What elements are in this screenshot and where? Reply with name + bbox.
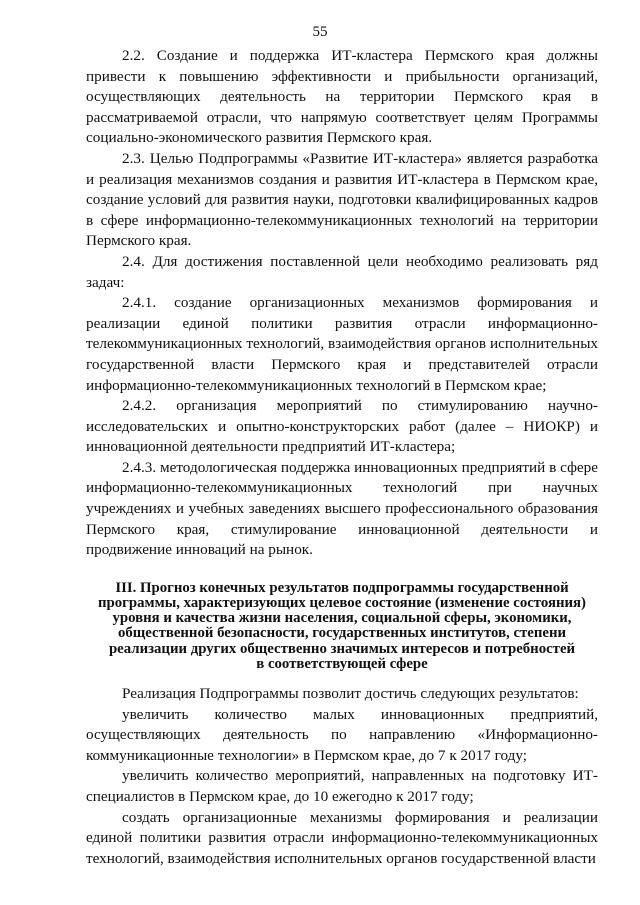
paragraph-result-1: увеличить количество малых инновационных предприятий, осуществляющих деятельность по направлению «Информационно-коммуникационные технологии» в Пермском крае, до 7 к 2017 году;	[86, 705, 598, 764]
paragraph-2-2: 2.2. Создание и поддержка ИТ-кластера Пермского края должны привести к повышению эффективности и прибыльности организаций, осуществляющих деятельность на территории Пермского края в рассматриваемой отрасли, что напрямую соответствует целям Программы социально-экономического развития Пермского края.	[86, 47, 598, 147]
heading-line: уровня и качества жизни населения, социальной сферы, экономики,	[112, 610, 572, 627]
heading-line: реализации других общественно значимых интересов и потребностей	[108, 640, 576, 657]
heading-line: общественной безопасности, государственных институтов, степени	[117, 625, 567, 642]
heading-line: программы, характеризующих целевое состояние (изменение состояния)	[98, 595, 586, 612]
paragraph-result-3: создать организационные механизмы формирования и реализации единой политики развития отрасли информационно-телекоммуникационных технологий, взаимодействия исполнительных органов государственной власти	[86, 808, 598, 867]
paragraph-2-4-2: 2.4.2. организация мероприятий по стимулированию научно-исследовательских и опытно-конструкторских работ (далее – НИОКР) и инновационной деятельности предприятий ИТ-кластера;	[86, 397, 598, 456]
paragraph-2-4-3: 2.4.3. методологическая поддержка инновационных предприятий в сфере информационно-телекоммуникационных технологий при научных учреждениях и учебных заведениях высшего профессионального образования Пермского края, стимулирование инновационной деятельности и продвижение инноваций на рынок.	[86, 458, 598, 559]
paragraph-2-4: 2.4. Для достижения поставленной цели необходимо реализовать ряд задач:	[86, 252, 598, 291]
paragraph-2-4-1: 2.4.1. создание организационных механизмов формирования и реализации единой политики развития отрасли информационно-телекоммуникационных технологий, взаимодействия органов исполнительных государственной власти Пермского края и представителей отрасли информационно-телекоммуникационных технологий в Пермском крае;	[86, 294, 598, 394]
page-number: 55	[312, 24, 328, 40]
paragraph-2-3: 2.3. Целью Подпрограммы «Развитие ИТ-кластера» является разработка и реализация механизмов создания и развития ИТ-кластера в Пермском крае, создание условий для развития науки, подготовки квалифицированных кадров в сфере информационно-телекоммуникационных технологий на территории Пермского края.	[86, 149, 598, 250]
section-heading-iii	[86, 581, 598, 672]
heading-line: в соответствующей сфере	[256, 655, 428, 672]
document-body	[86, 46, 598, 869]
paragraph-result-2: увеличить количество мероприятий, направленных на подготовку ИТ-специалистов в Пермском крае, до 10 ежегодно к 2017 году;	[86, 767, 598, 806]
paragraph-results-intro: Реализация Подпрограммы позволит достичь следующих результатов:	[122, 685, 579, 703]
heading-line: III. Прогноз конечных результатов подпрограммы государственной	[115, 579, 569, 596]
